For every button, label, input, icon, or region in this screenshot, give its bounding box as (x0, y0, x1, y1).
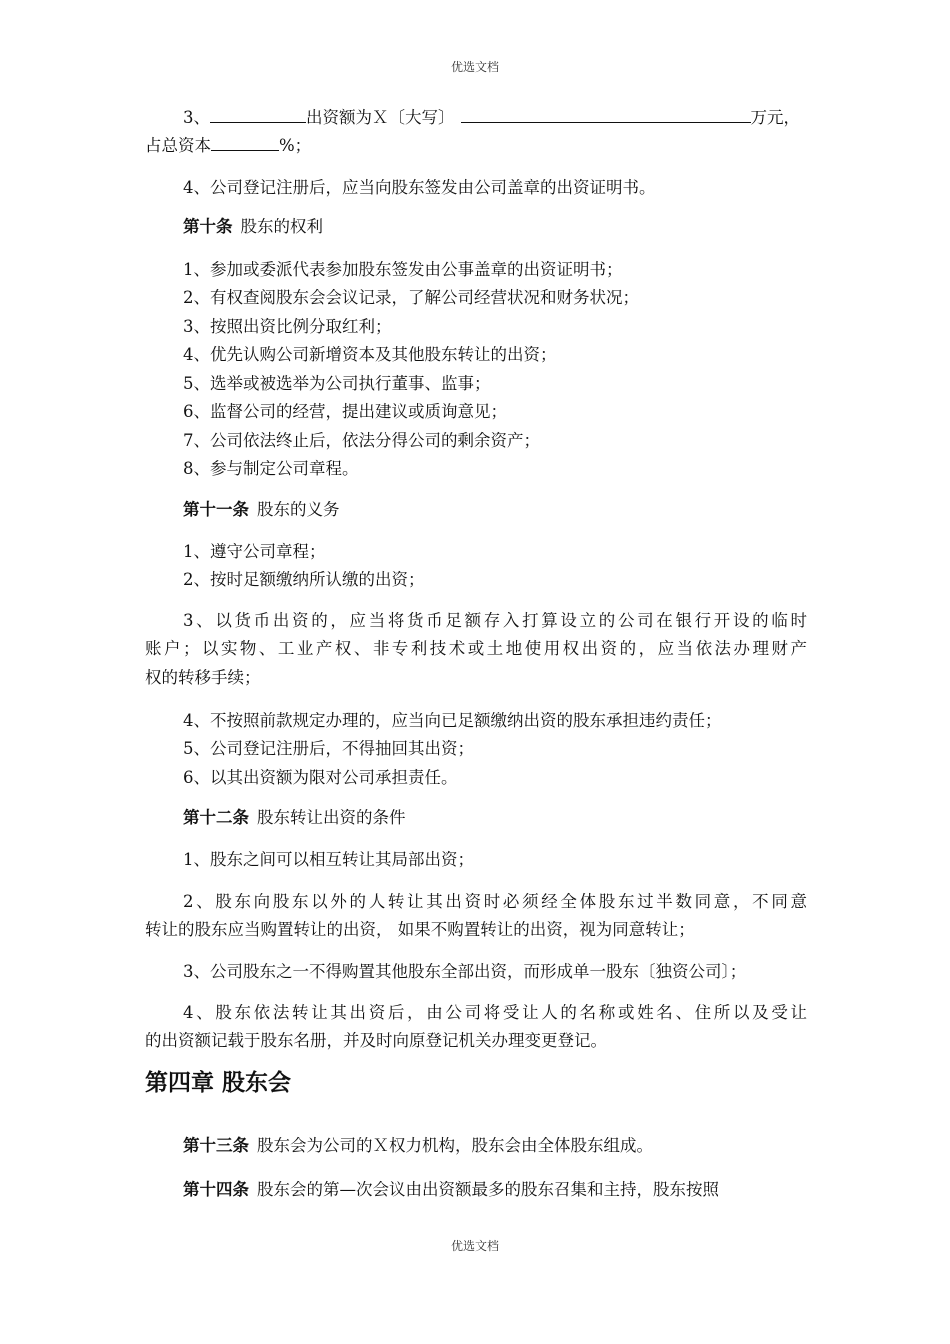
blank-percentage (211, 134, 279, 151)
transfer-item-3: 3、公司股东之一不得购置其他股东全部出资，而形成单一股东〔独资公司〕； (183, 962, 747, 981)
page-header: 优选文档 (450, 60, 499, 74)
duty-item-3-text-1: 3、以货币出资的，应当将货币足额存入打算设立的公司在银行开设的临时 (183, 611, 807, 630)
rights-item-7: 7、公司依法终止后，依法分得公司的剩余资产； (183, 431, 540, 450)
rights-item-5: 5、选举或被选举为公司执行董事、监事； (183, 374, 491, 393)
rights-item-3: 3、按照出资比例分取红利； (183, 317, 392, 336)
article-13-number: 第十三条 (183, 1136, 249, 1155)
transfer-item-1: 1、股东之间可以相互转让其局部出资； (183, 850, 474, 869)
rights-item-6: 6、监督公司的经营，提出建议或质询意见； (183, 402, 507, 421)
transfer-item-4-text-1: 4、股东依法转让其出资后，由公司将受让人的名称或姓名、住所以及受让 (183, 1003, 807, 1022)
article-13 (183, 1134, 950, 1158)
clause-3-line-1 (183, 106, 950, 130)
article-10-heading (183, 215, 950, 239)
duty-item-3-line-3: 权的转移手续； (145, 668, 261, 687)
duty-item-2: 2、按时足额缴纳所认缴的出资； (183, 570, 425, 589)
duty-item-3-line-1 (183, 609, 807, 633)
rights-item-2: 2、有权查阅股东会会议记录，了解公司经营状况和财务状况； (183, 288, 639, 307)
article-12-title: 股东转让出资的条件 (257, 808, 406, 827)
article-13-text: 股东会为公司的Ｘ权力机构，股东会由全体股东组成。 (257, 1136, 653, 1155)
transfer-item-2-line-1 (183, 890, 807, 914)
article-10-number: 第十条 (183, 217, 233, 236)
clause-4: 4、公司登记注册后，应当向股东签发由公司盖章的出资证明书。 (183, 178, 656, 197)
chapter-4-heading: 第四章 股东会 (145, 1070, 292, 1096)
rights-item-4: 4、优先认购公司新增资本及其他股东转让的出资； (183, 345, 557, 364)
article-11-number: 第十一条 (183, 500, 249, 519)
article-12-heading (183, 806, 950, 830)
clause-3-unit: 万元， (750, 108, 800, 127)
transfer-item-2-line-2: 转让的股东应当购置转让的出资， 如果不购置转让的出资，视为同意转让； (145, 920, 695, 939)
clause-3-number: 3、 (183, 108, 210, 127)
duty-item-3-text-2: 账户；以实物、工业产权、非专利技术或土地使用权出资的，应当依法办理财产 (145, 639, 807, 658)
article-12-number: 第十二条 (183, 808, 249, 827)
article-10-title: 股东的权利 (240, 217, 323, 236)
article-11-title: 股东的义务 (257, 500, 340, 519)
clause-3-text: 出资额为Ｘ〔大写〕 (306, 108, 455, 127)
duty-item-4: 4、不按照前款规定办理的，应当向已足额缴纳出资的股东承担违约责任； (183, 711, 722, 730)
article-11-heading (183, 498, 950, 522)
transfer-item-2-text-1: 2、股东向股东以外的人转让其出资时必须经全体股东过半数同意，不同意 (183, 892, 807, 911)
blank-amount-words (461, 106, 751, 123)
article-14-number: 第十四条 (183, 1180, 249, 1199)
article-14-text: 股东会的第—次会议由出资额最多的股东召集和主持，股东按照 (257, 1180, 719, 1199)
duty-item-3-line-2 (145, 637, 807, 661)
article-14 (183, 1178, 950, 1202)
page-footer: 优选文档 (450, 1239, 499, 1253)
duty-item-5: 5、公司登记注册后，不得抽回其出资； (183, 739, 474, 758)
rights-item-1: 1、参加或委派代表参加股东签发由公事盖章的出资证明书； (183, 260, 623, 279)
clause-3-line-2 (145, 134, 950, 158)
clause-3-share-label: 占总资本 (145, 136, 211, 155)
transfer-item-4-line-1 (183, 1001, 807, 1025)
duty-item-1: 1、遵守公司章程； (183, 542, 326, 561)
transfer-item-4-line-2: 的出资额记载于股东名册，并及时向原登记机关办理变更登记。 (145, 1031, 607, 1050)
blank-shareholder-name (210, 106, 306, 123)
duty-item-6: 6、以其出资额为限对公司承担责任。 (183, 768, 458, 787)
rights-item-8: 8、参与制定公司章程。 (183, 459, 359, 478)
clause-3-percent: %； (279, 136, 312, 155)
